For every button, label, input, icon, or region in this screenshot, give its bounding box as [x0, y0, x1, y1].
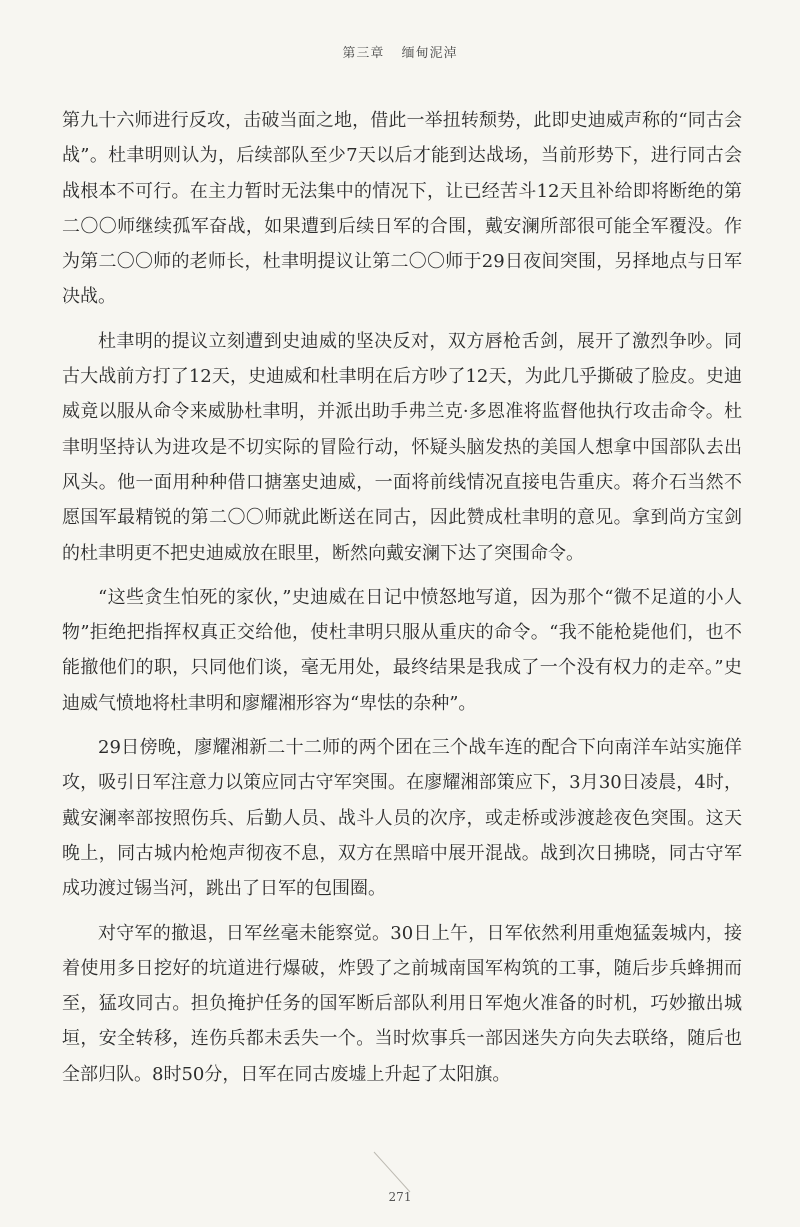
running-header	[0, 42, 800, 61]
body-text	[62, 103, 742, 1101]
paragraph: “这些贪生怕死的家伙，”史迪威在日记中愤怒地写道，因为那个“微不足道的小人物”拒绝把指挥权真正交给他，使杜聿明只服从重庆的命令。“我不能枪毙他们，也不能撤他们的职，只同他们谈，毫无用处，最终结果是我成了一个没有权力的走卒。”史迪威气愤地将杜聿明和廖耀湘形容为“卑怯的杂种”。	[62, 586, 742, 714]
chapter-title: 缅甸泥淖	[401, 46, 458, 61]
paragraph: 29日傍晚，廖耀湘新二十二师的两个团在三个战车连的配合下向南洋车站实施佯攻，吸引日军注意力以策应同古守军突围。在廖耀湘部策应下，3月30日凌晨，4时，戴安澜率部按照伤兵、后勤人员、战斗人员的次序，或走桥或涉渡趁夜色突围。这天晚上，同古城内枪炮声彻夜不息，双方在黑暗中展开混战。战到次日拂晓，同古守军成功渡过锡当河，跳出了日军的包围圈。	[62, 737, 742, 900]
paragraph-continued: 第九十六师进行反攻，击破当面之地，借此一举扭转颓势，此即史迪威声称的“同古会战”。杜聿明则认为，后续部队至少7天以后才能到达战场，当前形势下，进行同古会战根本不可行。在主力暂时无法集中的情况下，让已经苦斗12天且补给即将断绝的第二〇〇师继续孤军奋战，如果遭到后续日军的合围，戴安澜所部很可能全军覆没。作为第二〇〇师的老师长，杜聿明提议让第二〇〇师于29日夜间突围，另择地点与日军决战。	[62, 110, 742, 308]
page-crease-mark	[372, 1150, 412, 1194]
page-number: 271	[388, 1190, 412, 1204]
paragraph: 对守军的撤退，日军丝毫未能察觉。30日上午，日军依然利用重炮猛轰城内，接着使用多日挖好的坑道进行爆破，炸毁了之前城南国军构筑的工事，随后步兵蜂拥而至，猛攻同古。担负掩护任务的国军断后部队利用日军炮火准备的时机，巧妙撤出城垣，安全转移，连伤兵都未丢失一个。当时炊事兵一部因迷失方向失去联络，随后也全部归队。8时50分，日军在同古废墟上升起了太阳旗。	[62, 922, 742, 1085]
chapter-label: 第三章	[342, 46, 385, 61]
paragraph: 杜聿明的提议立刻遭到史迪威的坚决反对，双方唇枪舌剑，展开了激烈争吵。同古大战前方打了12天，史迪威和杜聿明在后方吵了12天，为此几乎撕破了脸皮。史迪威竟以服从命令来威胁杜聿明，并派出助手弗兰克·多恩准将监督他执行攻击命令。杜聿明坚持认为进攻是不切实际的冒险行动，怀疑头脑发热的美国人想拿中国部队去出风头。他一面用种种借口搪塞史迪威，一面将前线情况直接电告重庆。蒋介石当然不愿国军最精锐的第二〇〇师就此断送在同古，因此赞成杜聿明的意见。拿到尚方宝剑的杜聿明更不把史迪威放在眼里，断然向戴安澜下达了突围命令。	[62, 330, 742, 564]
